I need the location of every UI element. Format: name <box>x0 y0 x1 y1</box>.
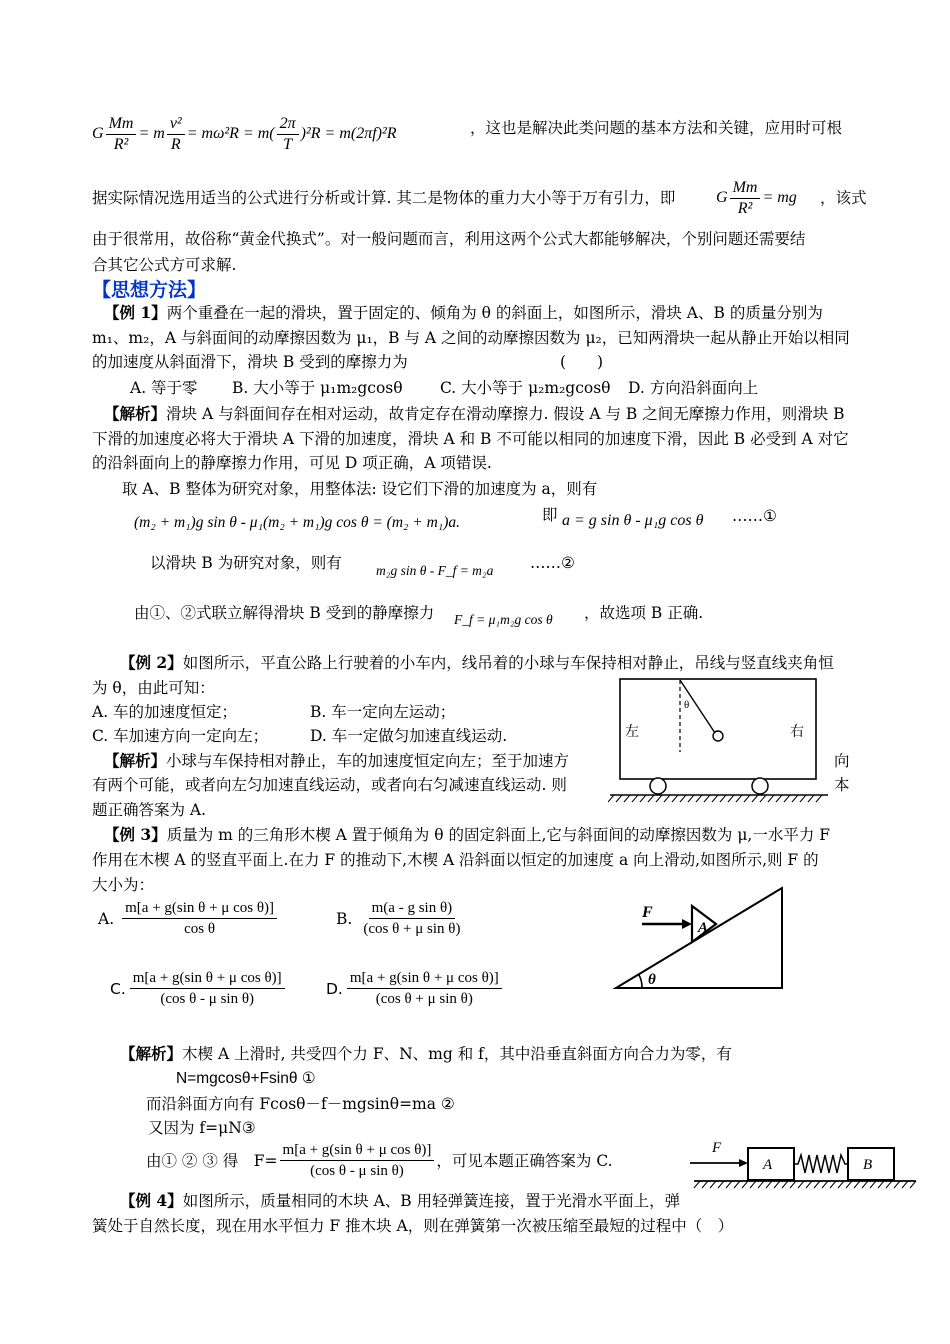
formula-line-1 <box>92 112 397 156</box>
wedge-a-label: A <box>698 920 709 936</box>
ex1-solution-5: 以滑块 B 为研究对象，则有 <box>150 554 342 572</box>
ex2-option-a: A. 车的加速度恒定； <box>92 703 238 721</box>
ex1-option-b: B. 大小等于 μ₁m₂gcosθ <box>232 379 403 397</box>
ex3-sol-text-5: 由① ② ③ 得 F= <box>146 1151 278 1170</box>
theta-label: θ <box>684 699 690 711</box>
ex1-solution-3: 的沿斜面向上的静摩擦力作用，可见 D 项正确，A 项错误. <box>92 454 492 472</box>
ex3-option-d-denominator: (cos θ + μ sin θ) <box>375 991 473 1007</box>
ex3-option-b-label: B. <box>336 909 353 928</box>
ex1-mark-1: ……① <box>732 507 777 525</box>
ex3-option-b-numerator: m(a - g sin θ) <box>369 898 456 919</box>
ex3-solution-5 <box>146 1140 613 1181</box>
ex1-option-a: A. 等于零 <box>130 379 198 397</box>
block-a-label: A <box>763 1157 773 1173</box>
p2-line1: 据实际情况选用适当的公式进行分析或计算. 其二是物体的重力大小等于万有引力，即 <box>92 189 676 207</box>
ex3-solution-1 <box>120 1041 732 1067</box>
ex3-option-c <box>110 968 287 1009</box>
ex3-solution-4: 又因为 f=μN③ <box>148 1119 256 1137</box>
gravitation-formula: G $\frac{Mm}{\text{R²}}$ = m $\frac{\text{v²}}{R}$ = mω²R = m( $\frac{2\pi}{T}$ )²R = m(2πf)²R <box>92 114 397 153</box>
ex2-option-c: C. 车加速方向一定向左； <box>92 727 269 745</box>
ex2-question-1: 如图所示，平直公路上行驶着的小车内，线吊着的小球与车保持相对静止，吊线与竖直线夹角恒 <box>182 654 834 672</box>
ex1-sol-label: 【解析】 <box>104 404 167 423</box>
spring-blocks-figure <box>690 1136 922 1194</box>
block-b-label: B <box>863 1157 873 1173</box>
ex1-equation-2: m₂g sin θ - F_f = m₂a <box>376 563 494 578</box>
ex2-label: 【例 2】 <box>120 653 183 672</box>
ex3-sol-text-1: 木楔 A 上滑时, 共受四个力 F、N、mg 和 f，其中沿垂直斜面方向合力为零，有 <box>182 1045 732 1063</box>
ex1-line2: m₁、m₂，A 与斜面间的动摩擦因数为 μ₁，B 与 A 之间的动摩擦因数为 μ₂，已知两滑块一起从静止开始以相同 <box>92 329 850 347</box>
right-label: 右 <box>790 725 804 740</box>
ex1-equation-3: F_f = μ₁m₂g cos θ <box>454 612 553 627</box>
ex1-solution-6-end: ，故选项 B 正确. <box>584 604 704 622</box>
ex2-solution-2: 有两个可能，或者向左匀加速直线运动，或者向右匀减速直线运动. 则 <box>92 776 567 794</box>
ex2-option-d: D. 车一定做匀加速直线运动. <box>310 727 508 745</box>
ex2-solution-3: 题正确答案为 A. <box>92 801 207 819</box>
ex2-line1 <box>120 650 834 676</box>
angle-theta-label: θ <box>648 972 656 988</box>
ex3-option-d <box>326 968 504 1009</box>
ex3-solution-3: 而沿斜面方向有 Fcosθ－f－mgsinθ=ma ② <box>146 1095 455 1113</box>
wheel-right <box>752 778 768 794</box>
ex1-line3: 的加速度从斜面滑下，滑块 B 受到的摩擦力为 <box>92 353 408 371</box>
ex3-sol-text-5-end: ，可见本题正确答案为 C. <box>436 1151 613 1170</box>
ground-hatching <box>608 795 822 802</box>
ex3-sol-label: 【解析】 <box>120 1044 183 1063</box>
ex3-line1 <box>104 822 830 848</box>
floor-hatching <box>694 1181 916 1188</box>
ex3-option-a <box>98 898 279 939</box>
ex3-option-b-denominator: (cos θ + μ sin θ) <box>363 921 461 937</box>
ex3-question-1: 质量为 m 的三角形木楔 A 置于倾角为 θ 的固定斜面上,它与斜面间的动摩擦因数为 μ,一水平力 F <box>166 826 831 844</box>
ex3-option-d-numerator: m[a + g(sin θ + μ cos θ)] <box>347 968 502 989</box>
ex3-solution-2: N=mgcosθ+Fsinθ ① <box>176 1070 316 1087</box>
ex3-option-d-label: D. <box>326 979 343 998</box>
ex3-option-a-denominator: cos θ <box>184 921 216 937</box>
ex1-solution-1 <box>104 401 845 427</box>
golden-formula: G $\frac{Mm}{\text{R²}}$ = mg <box>716 178 797 217</box>
left-label: 左 <box>625 725 639 740</box>
ex4-line2: 簧处于自然长度，现在用水平恒力 F 推木块 A，则在弹簧第一次被压缩至最短的过程中（ ） <box>92 1217 734 1235</box>
p2-line1-end: ，该式 <box>820 189 867 207</box>
ex4-label: 【例 4】 <box>120 1191 183 1210</box>
car-body <box>620 679 816 779</box>
ex1-solution-2: 下滑的加速度必将大于滑块 A 下滑的加速度，滑块 A 和 B 不可能以相同的加速度下滑，因此 B 必受到 A 对它 <box>92 430 849 448</box>
ex2-option-b: B. 车一定向左运动； <box>310 703 456 721</box>
ex1-bracket: ( ) <box>560 353 604 371</box>
force-f-label: F <box>712 1140 722 1156</box>
section-title: 【思想方法】 <box>92 279 207 301</box>
ex3-label: 【例 3】 <box>104 825 167 844</box>
ex2-solution-2-end: 本 <box>834 776 850 794</box>
ex1-solution-6: 由①、②式联立解得滑块 B 受到的静摩擦力 <box>134 604 435 622</box>
ex3-option-a-label: A. <box>98 909 115 928</box>
ex2-sol-text-1: 小球与车保持相对静止，车的加速度恒定向左；至于加速方 <box>166 752 570 770</box>
pendulum-ball <box>713 731 723 741</box>
p1-text: ，这也是解决此类问题的基本方法和关键，应用时可根 <box>470 119 843 137</box>
ex1-mark-2: ……② <box>530 554 575 572</box>
ex3-sol-numerator: m[a + g(sin θ + μ cos θ)] <box>280 1140 435 1161</box>
ex1-ji: 即 <box>542 506 558 524</box>
ex4-question-1: 如图所示，质量相同的木块 A、B 用轻弹簧连接，置于光滑水平面上，弹 <box>182 1192 681 1210</box>
spring <box>794 1155 848 1173</box>
ex3-line3: 大小为： <box>92 876 155 894</box>
force-f-arrowhead <box>739 1159 748 1167</box>
force-f-arrowhead <box>682 919 692 929</box>
ex2-sol-label: 【解析】 <box>104 751 167 770</box>
ex2-solution-1-end: 向 <box>834 752 850 770</box>
wedge-incline-figure <box>612 884 790 996</box>
force-f-label: F <box>642 904 653 921</box>
ex3-option-c-label: C. <box>110 979 126 998</box>
wheel-left <box>650 778 666 794</box>
ex1-solution-4: 取 A、B 整体为研究对象，用整体法: 设它们下滑的加速度为 a，则有 <box>122 480 598 498</box>
ex3-option-a-numerator: m[a + g(sin θ + μ cos θ)] <box>122 898 277 919</box>
ex1-question-1: 两个重叠在一起的滑块，置于固定的、倾角为 θ 的斜面上，如图所示，滑块 A、B 的质量分别为 <box>166 304 823 322</box>
ex4-line1 <box>120 1188 680 1214</box>
ex1-sol-text-1: 滑块 A 与斜面间存在相对运动，故肯定存在滑动摩擦力. 假设 A 与 B 之间无摩擦力作用，则滑块 B <box>166 405 845 423</box>
ex3-option-c-numerator: m[a + g(sin θ + μ cos θ)] <box>130 968 285 989</box>
ex2-line2: 为 θ，由此可知： <box>92 679 215 697</box>
p2-line2: 由于很常用，故俗称“黄金代换式”。对一般问题而言，利用这两个公式大都能够解决，个别问题还需要结 <box>92 230 806 248</box>
angle-arc <box>639 975 642 988</box>
ex1-option-d: D. 方向沿斜面向上 <box>628 379 759 397</box>
car-pendulum-figure <box>608 676 830 804</box>
ex3-line2: 作用在木楔 A 的竖直平面上.在力 F 的推动下,木楔 A 沿斜面以恒定的加速度 a 向上滑动,如图所示,则 F 的 <box>92 851 819 869</box>
ex3-option-b <box>336 898 465 939</box>
ex1-label: 【例 1】 <box>104 303 167 322</box>
ex2-solution-1 <box>104 748 569 774</box>
ex1-equation-1: (m₂ + m₁)g sin θ - μ₁(m₂ + m₁)g cos θ = (m₂ + m₁)a. <box>134 514 460 531</box>
ex1-equation-1b: a = g sin θ - μ₁g cos θ <box>562 512 704 529</box>
ex3-sol-denominator: (cos θ - μ sin θ) <box>310 1163 404 1179</box>
p2-line3: 合其它公式方可求解. <box>92 256 237 274</box>
ex1-option-c: C. 大小等于 μ₂m₂gcosθ <box>440 379 611 397</box>
ex3-option-c-denominator: (cos θ - μ sin θ) <box>160 991 255 1007</box>
ex1-line1 <box>104 300 823 326</box>
